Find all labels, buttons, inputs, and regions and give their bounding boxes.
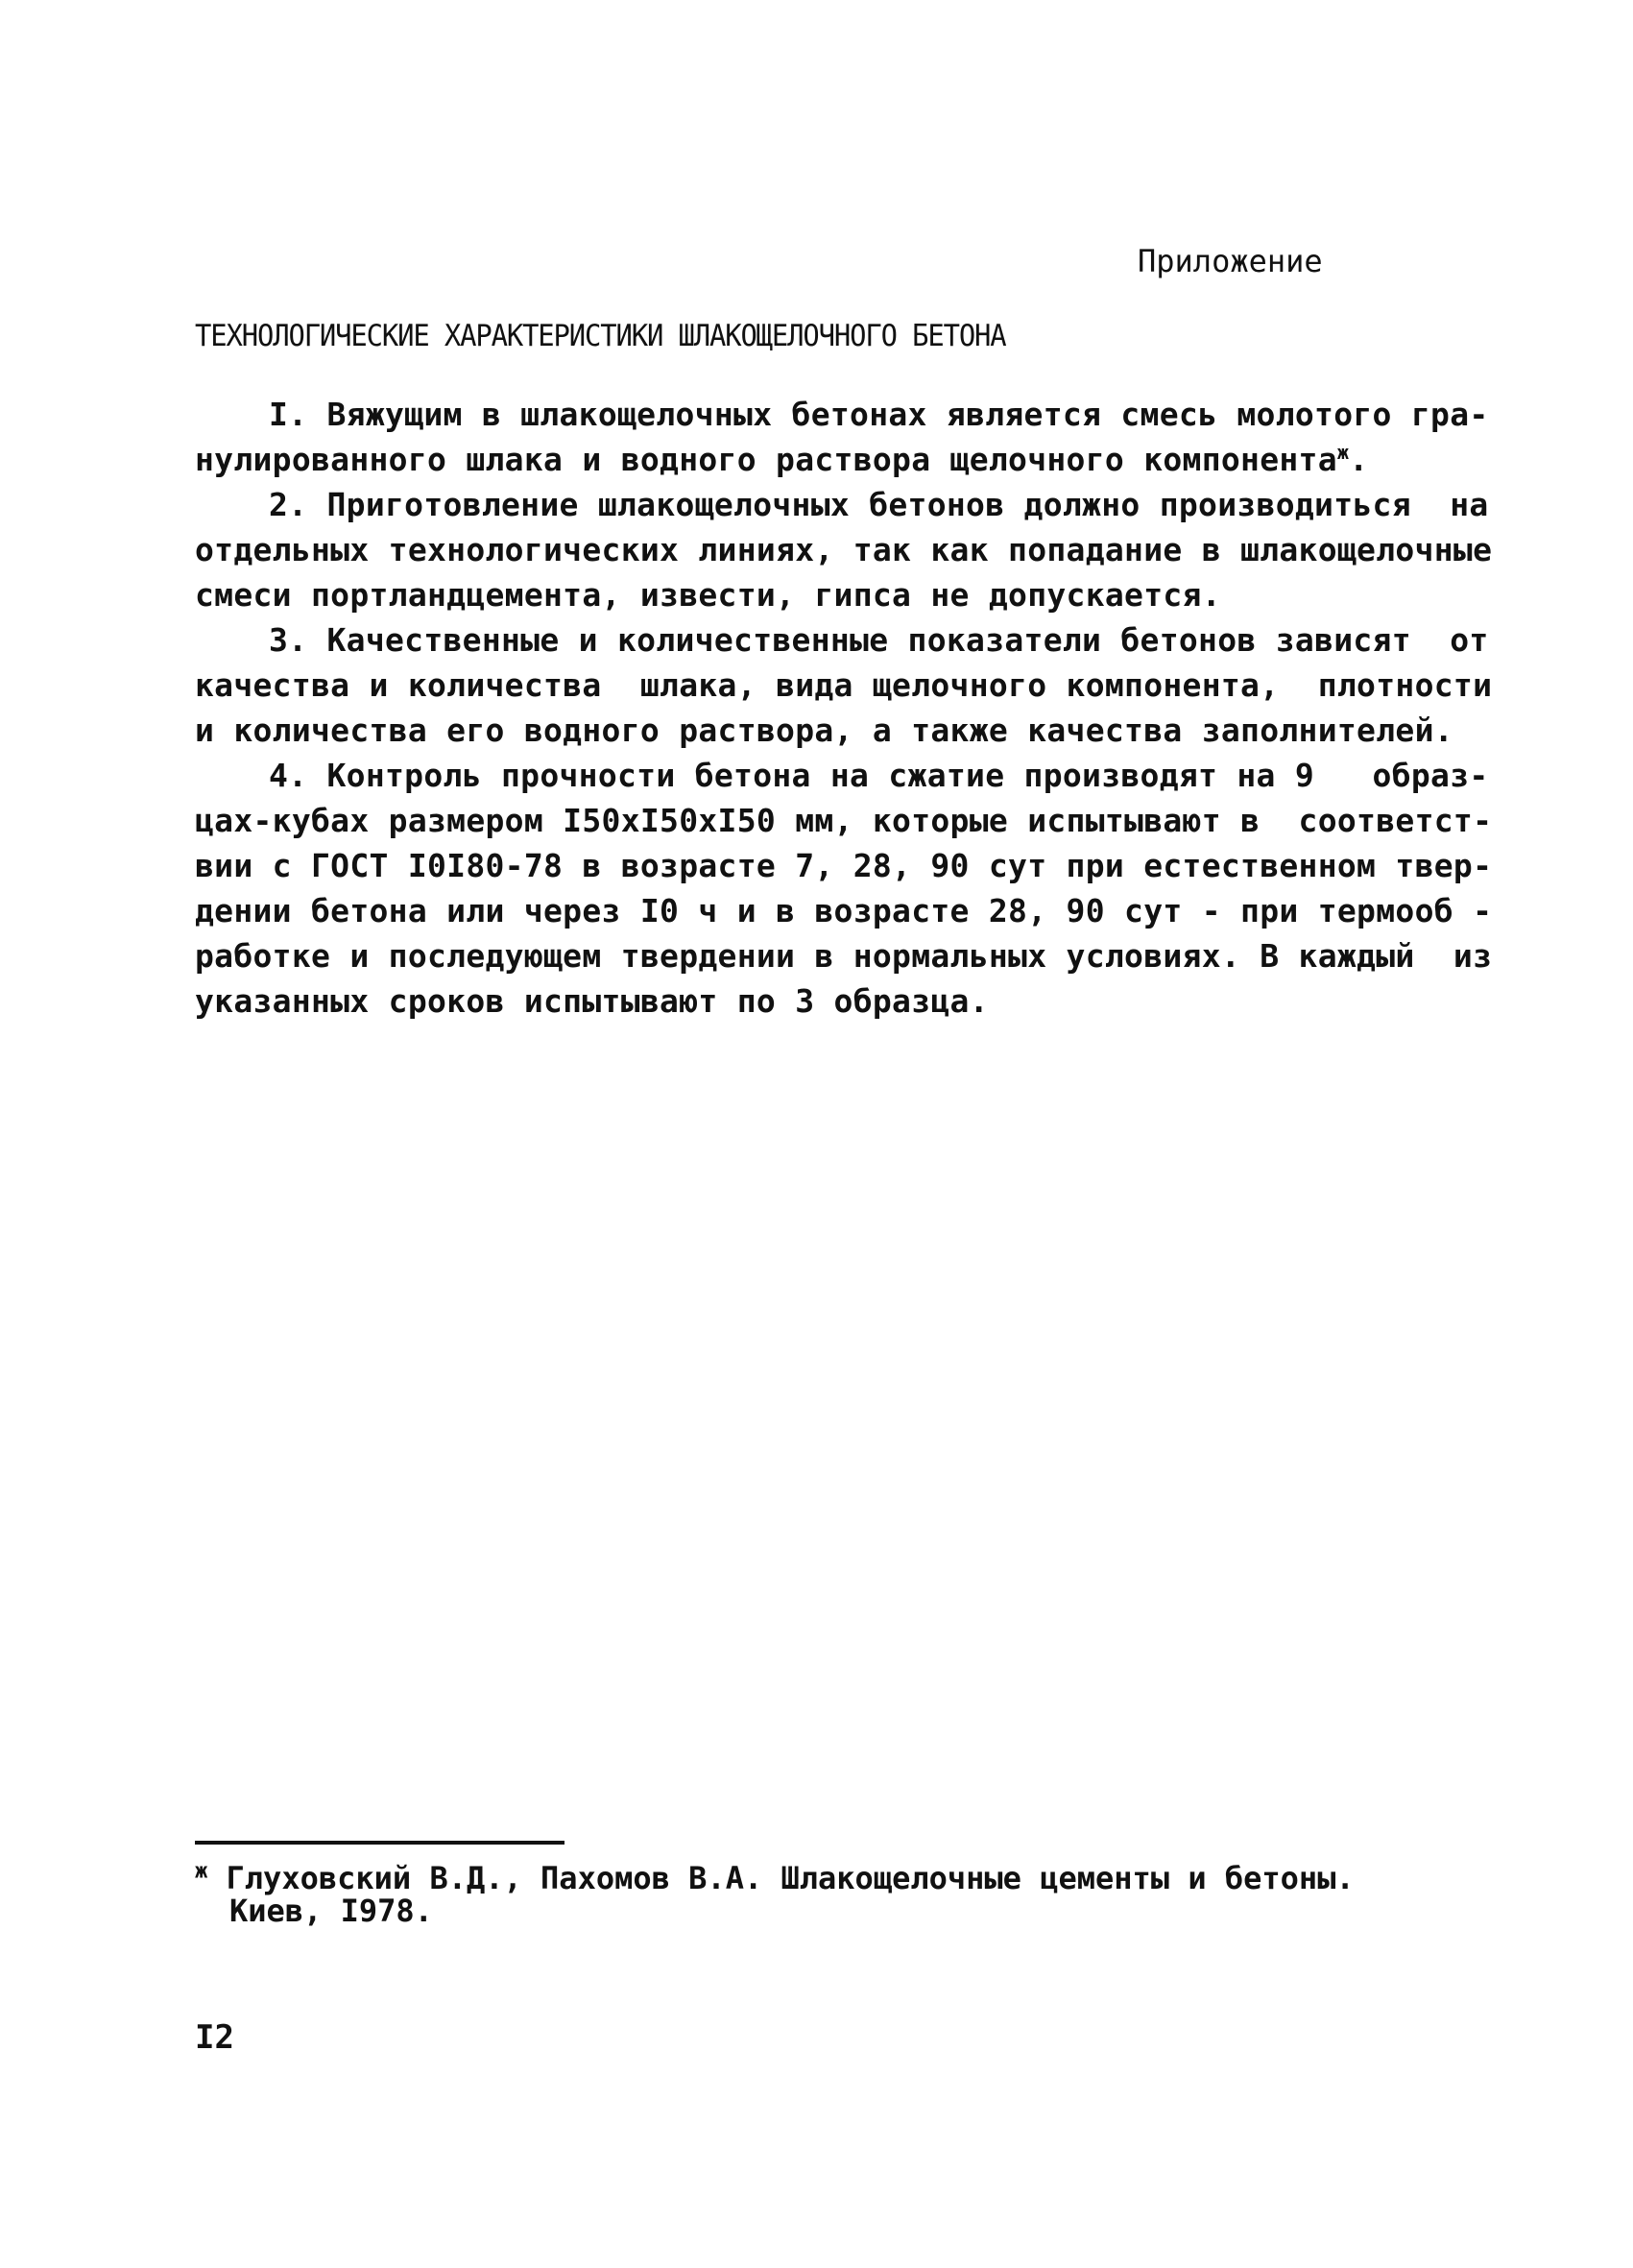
footnote-mark: ж	[195, 1859, 208, 1884]
footnote-line-1	[195, 1861, 1443, 1895]
paragraph-4-line-1: 4. Контроль прочности бетона на сжатие производят на 9 образ-	[269, 757, 1489, 794]
paragraph-2-line-3: смеси портландцемента, извести, гипса не допускается.	[195, 576, 1221, 614]
paragraph-1-line-2	[195, 437, 1445, 482]
paragraph-3	[195, 617, 1493, 753]
document-body	[195, 392, 1493, 1024]
paragraph-1-line-2-tail: .	[1349, 441, 1369, 478]
document-title: ТЕХНОЛОГИЧЕСКИЕ ХАРАКТЕРИСТИКИ ШЛАКОЩЕЛОЧНОГО БЕТОНА	[195, 319, 1006, 353]
footnote-separator	[195, 1841, 564, 1845]
paragraph-4-line-5: работке и последующем твердении в нормальных условиях. В каждый из	[195, 937, 1493, 975]
footnote-line-2: Киев, I978.	[229, 1893, 433, 1929]
paragraph-3-line-2: качества и количества шлака, вида щелочного компонента, плотности	[195, 666, 1493, 704]
paragraph-4-line-4: дении бетона или через I0 ч и в возрасте 28, 90 сут - при термооб -	[195, 892, 1493, 929]
footnote-reference-mark: ж	[1336, 441, 1350, 464]
paragraph-3-line-1: 3. Качественные и количественные показатели бетонов зависят от	[269, 621, 1489, 659]
paragraph-4	[195, 753, 1493, 1024]
paragraph-4-line-2: цах-кубах размером I50xI50xI50 мм, которые испытывают в соответст-	[195, 802, 1493, 839]
footnote	[195, 1859, 1443, 1929]
paragraph-4-line-3: вии с ГОСТ I0I80-78 в возрасте 7, 28, 90 сут при естественном твер-	[195, 847, 1493, 884]
paragraph-1-line-2-text: нулированного шлака и водного раствора щелочного компонента	[195, 441, 1337, 478]
paragraph-3-line-3: и количества его водного раствора, а также качества заполнителей.	[195, 712, 1453, 749]
paragraph-4-line-6: указанных сроков испытывают по 3 образца.	[195, 982, 989, 1020]
paragraph-2	[195, 482, 1493, 617]
paragraph-2-line-2: отдельных технологических линиях, так как попадание в шлакощелочные	[195, 531, 1493, 568]
footnote-text-1: Глуховский В.Д., Пахомов В.А. Шлакощелочные цементы и бетоны.	[226, 1860, 1355, 1896]
paragraph-1-line-1: I. Вяжущим в шлакощелочных бетонах является смесь молотого гра-	[269, 396, 1489, 433]
page-number: I2	[195, 2018, 234, 2057]
paragraph-2-line-1: 2. Приготовление шлакощелочных бетонов должно производиться на	[269, 486, 1489, 523]
appendix-label: Приложение	[1138, 243, 1323, 279]
paragraph-1	[195, 392, 1489, 482]
